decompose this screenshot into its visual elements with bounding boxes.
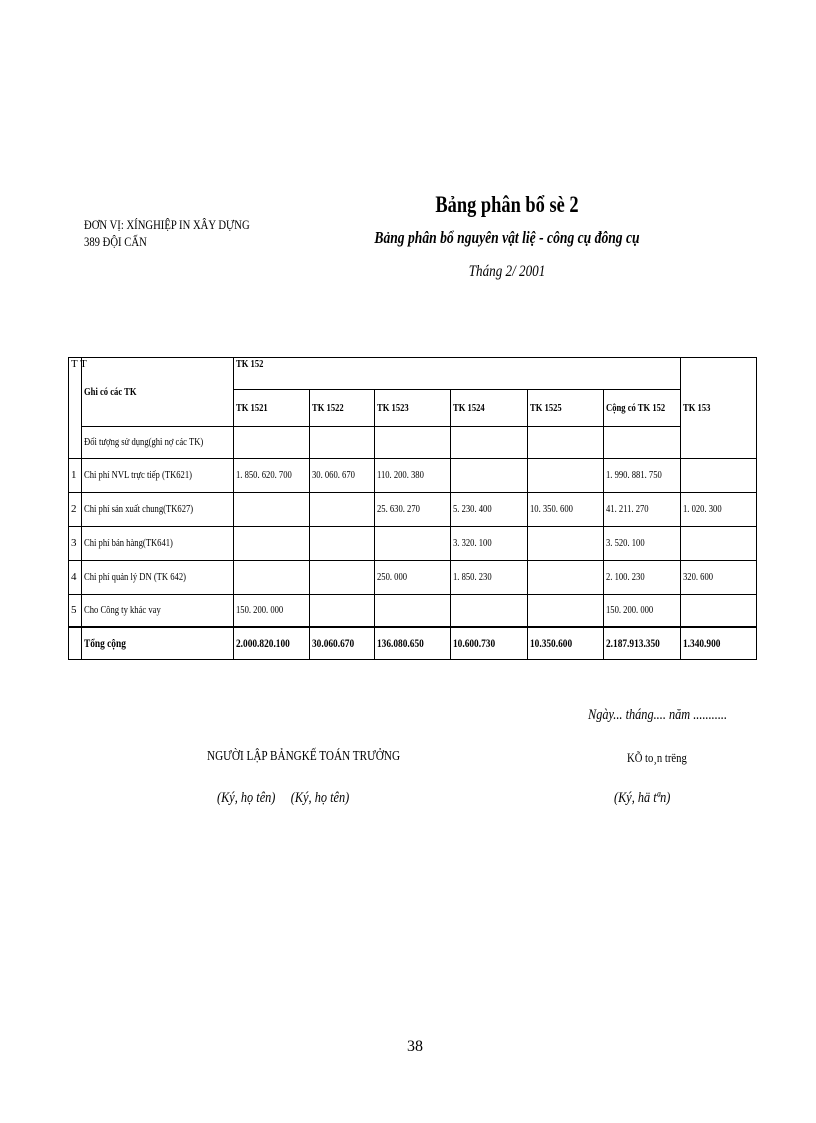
header-tk1524: TK 1524 — [451, 390, 528, 427]
header-credit-accounts: Ghi có các TK — [82, 358, 234, 427]
total-row: Tổng cộng 2.000.820.100 30.060.670 136.080.650 10.600.730 10.350.600 2.187.913.350 1.340.900 — [69, 627, 757, 660]
page-title: Bảng phân bổ sè 2 — [435, 192, 579, 217]
table-row: 2 Chi phí sản xuất chung(TK627) 25. 630. 270 5. 230. 400 10. 350. 600 41. 211. 270 1. 020. 300 — [69, 493, 757, 527]
header-debit-object: Đối tượng sử dụng(ghi nợ các TK) — [82, 427, 234, 459]
table-row: 1 Chi phí NVL trực tiếp (TK621) 1. 850. 620. 700 30. 060. 670 110. 200. 380 1. 990. 881. 750 — [69, 459, 757, 493]
report-month: Tháng 2/ 2001 — [468, 263, 546, 280]
header-tk1523: TK 1523 — [375, 390, 451, 427]
page-subtitle: Bảng phân bổ nguyên vật liệ - công cụ đông cụ — [374, 228, 640, 247]
header-tk152-total: Cộng có TK 152 — [604, 390, 681, 427]
unit-name: ĐƠN VỊ: XÍNGHIỆP IN XÂY DỰNG — [84, 217, 250, 232]
header-tt: T T — [69, 358, 82, 459]
table-row: 4 Chi phí quản lý DN (TK 642) 250. 000 1. 850. 230 2. 100. 230 320. 600 — [69, 561, 757, 595]
signers-left: NGƯỜI LẬP BẢNGKẾ TOÁN TRƯỞNG — [207, 749, 401, 764]
sign-notes-left: (Ký, họ tên) (Ký, họ tên) — [217, 790, 350, 806]
unit-info — [84, 216, 250, 250]
unit-address: 389 ĐỘI CẤN — [84, 234, 147, 249]
allocation-table — [68, 357, 757, 660]
signer-right: KÕ to¸n trëng — [627, 750, 687, 765]
header-tk1522: TK 1522 — [310, 390, 375, 427]
header-tk1521: TK 1521 — [234, 390, 310, 427]
header-tk153: TK 153 — [681, 358, 757, 459]
table-row: 3 Chi phí bán hàng(TK641) 3. 320. 100 3. 520. 100 — [69, 527, 757, 561]
sign-note-right: (Ký, hä tªn) — [614, 790, 671, 806]
table-row: 5 Cho Công ty khác vay 150. 200. 000 150. 200. 000 — [69, 595, 757, 627]
date-line: Ngày... tháng.... năm ........... — [588, 707, 728, 723]
page-number: 38 — [407, 1038, 423, 1055]
header-tk1525: TK 1525 — [528, 390, 604, 427]
header-tk152: TK 152 — [234, 358, 681, 390]
